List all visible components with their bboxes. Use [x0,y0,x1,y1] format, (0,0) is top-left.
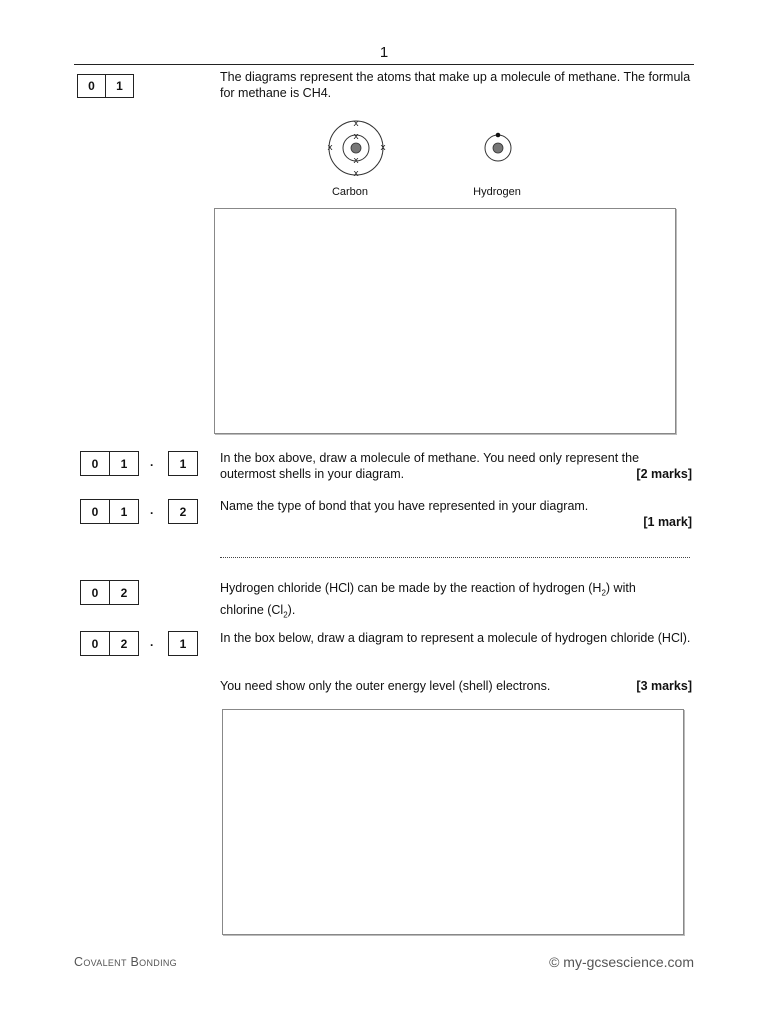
q02-text-part: ) with [605,581,636,595]
qnum-digit: 0 [80,451,110,476]
hydrogen-label: Hydrogen [473,186,521,198]
q02-text-part: chlorine (Cl [220,602,284,617]
svg-text:x: x [353,169,359,179]
q012-marks: [1 mark] [643,515,692,529]
qnum-digit: 1 [109,451,139,476]
hcl-drawing-box[interactable] [222,709,684,935]
page-number: 1 [379,44,389,61]
answer-line[interactable] [220,557,690,558]
qnum-digit: 0 [80,499,110,524]
subscript: 2 [283,610,288,619]
question-number-012 [80,499,139,524]
question-number-01 [77,74,134,98]
q011-text-line1: In the box above, draw a molecule of methane. You need only represent the [220,451,640,465]
qnum-digit: 1 [109,499,139,524]
carbon-atom [327,119,386,179]
q012-text [220,498,692,530]
q011-text [220,450,692,482]
qnum-digit: 1 [168,451,198,476]
question-subnumber [168,631,198,656]
subscript: 2 [601,588,606,598]
question-number-02 [80,580,139,605]
qnum-digit: 2 [109,580,139,605]
qnum-digit: 2 [109,631,139,656]
question-subnumber [168,499,198,524]
atom-diagrams [316,110,536,182]
q02-text-part: Hydrogen chloride (HCl) can be made by the reaction of hydrogen (H [220,581,602,595]
svg-text:x: x [353,156,359,166]
q021-instruction-row [220,678,692,694]
svg-text:x: x [353,119,359,129]
footer-topic: Covalent Bonding [74,955,177,969]
qnum-digit: 0 [80,580,110,605]
q011-text-line2: outermost shells in your diagram. [220,467,405,481]
qnum-digit: 2 [168,499,198,524]
q02-text [220,580,692,623]
q02-text-part: ). [287,602,296,617]
hydrogen-atom [485,133,511,161]
question-number-021 [80,631,139,656]
carbon-label: Carbon [331,186,369,198]
q011-marks: [2 marks] [636,467,692,481]
svg-text:x: x [380,143,386,153]
qnum-digit: 0 [80,631,110,656]
q012-text-line1: Name the type of bond that you have represented in your diagram. [220,499,589,513]
qnum-dot: . [150,635,154,649]
q01-text: The diagrams represent the atoms that make up a molecule of methane. The formula for methane is CH4. [220,70,691,100]
svg-text:x: x [327,143,333,153]
qnum-dot: . [150,455,154,469]
methane-drawing-box[interactable] [214,208,676,434]
header-rule [74,64,694,65]
footer-site: © my-gcsescience.com [549,954,694,970]
q021-marks: [3 marks] [636,679,692,693]
question-number-011 [80,451,139,476]
q021-instruction: You need show only the outer energy level (shell) electrons. [220,679,551,693]
question-subnumber [168,451,198,476]
qnum-digit: 0 [77,74,106,98]
qnum-digit: 1 [168,631,198,656]
q021-text: In the box below, draw a diagram to represent a molecule of hydrogen chloride (HCl). [220,631,691,645]
qnum-dot: . [150,503,154,517]
svg-text:x: x [353,132,359,142]
qnum-digit: 1 [105,74,134,98]
